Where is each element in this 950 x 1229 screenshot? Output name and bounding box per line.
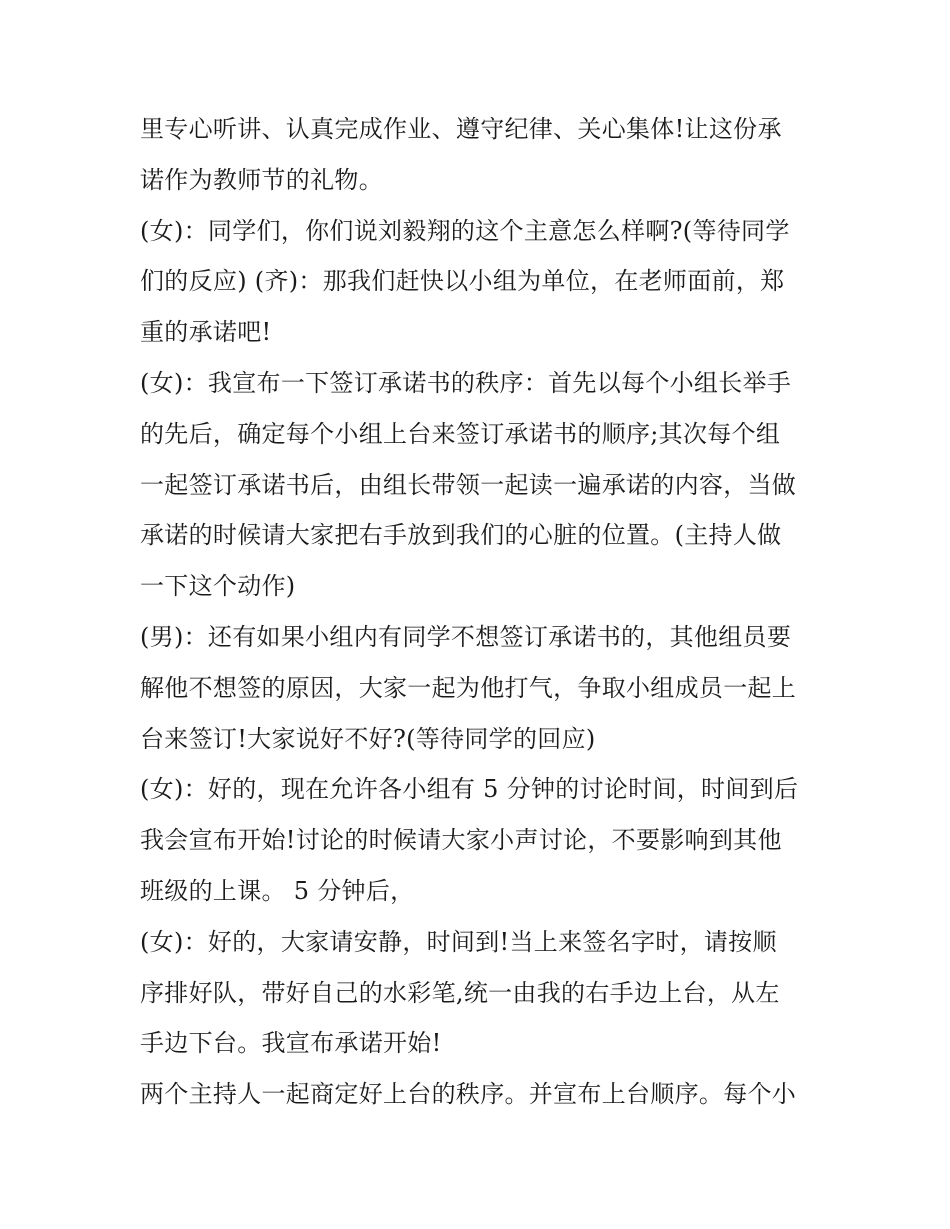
text-line: 班级的上课。 5 分钟后， [140,876,415,905]
text-line: 诺作为教师节的礼物。 [140,165,383,194]
text-line: 们的反应) (齐)：那我们赶快以小组为单位，在老师面前，郑 [140,267,785,296]
text-line: 重的承诺吧! [140,318,272,347]
text-line: 一下这个动作) [140,572,296,601]
text-line: (女)：好的，大家请安静，时间到!当上来签名字时，请按顺 [140,927,777,956]
text-line: 承诺的时候请大家把右手放到我们的心脏的位置。(主持人做 [140,521,782,550]
text-line: 解他不想签的原因，大家一起为他打气，争取小组成员一起上 [140,673,797,702]
text-line: 手边下台。我宣布承诺开始! [140,1029,442,1058]
text-line: 一起签订承诺书后，由组长带领一起读一遍承诺的内容，当做 [140,470,797,499]
text-line: (男)：还有如果小组内有同学不想签订承诺书的，其他组员要 [140,622,792,651]
text-line: 的先后，确定每个小组上台来签订承诺书的顺序;其次每个组 [140,419,781,448]
text-line: 序排好队，带好自己的水彩笔,统一由我的右手边上台，从左 [140,978,780,1007]
text-line: 台来签订!大家说好不好?(等待同学的回应) [140,724,596,753]
text-line: 我会宣布开始!讨论的时候请大家小声讨论，不要影响到其他 [140,826,782,855]
document-body [140,104,820,1120]
text-line: 里专心听讲、认真完成作业、遵守纪律、关心集体!让这份承 [140,115,782,143]
text-line: (女)：同学们，你们说刘毅翔的这个主意怎么样啊?(等待同学 [140,216,790,245]
text-line: (女)：好的，现在允许各小组有 5 分钟的讨论时间，时间到后 [140,775,799,804]
text-line: 两个主持人一起商定好上台的秩序。并宣布上台顺序。每个小 [140,1080,797,1109]
text-line: (女)：我宣布一下签订承诺书的秩序：首先以每个小组长举手 [140,368,792,397]
